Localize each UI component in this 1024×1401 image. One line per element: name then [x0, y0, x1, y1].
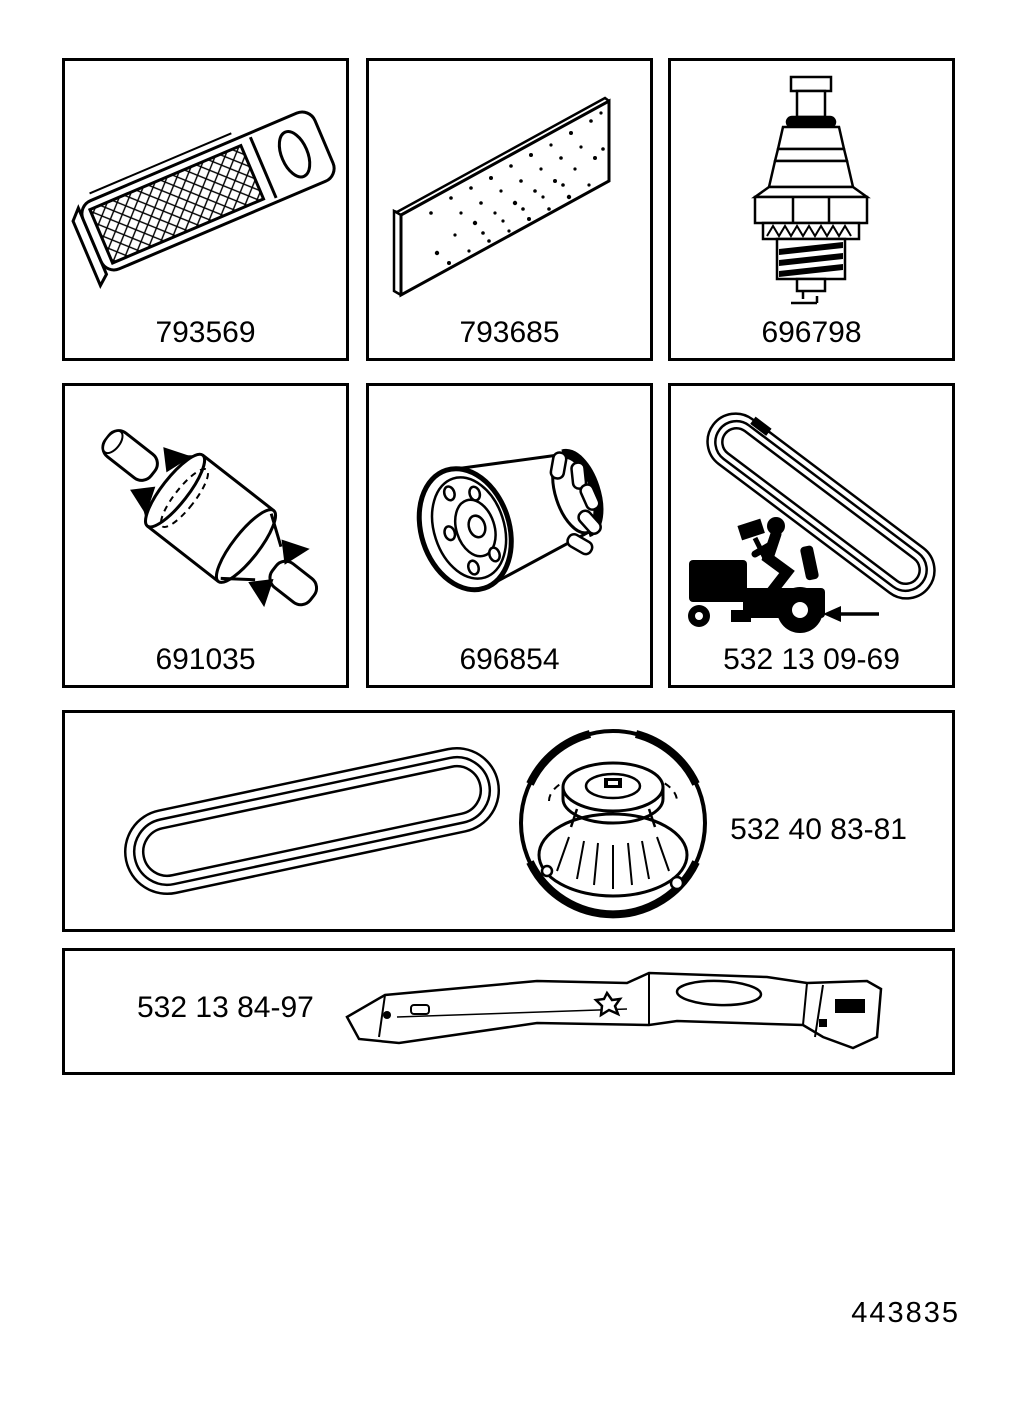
oil-filter-icon [371, 388, 648, 645]
tractor-icon [688, 517, 825, 633]
part-number: 532 40 83-81 [730, 813, 907, 846]
part-number: 691035 [155, 643, 256, 676]
foam-texture-dots [429, 111, 605, 265]
drive-belt-tractor-icon [673, 388, 950, 645]
deck-belt-loop [117, 740, 506, 901]
air-filter-icon [67, 63, 344, 318]
part-cell-oil-filter [366, 383, 653, 688]
part-cell-mower-blade [62, 948, 955, 1075]
part-cell-drive-belt [668, 383, 955, 688]
part-number: 793569 [155, 316, 256, 349]
part-number: 696798 [761, 316, 862, 349]
part-number: 532 13 09-69 [723, 643, 900, 676]
spark-plug-icon [673, 63, 950, 318]
arrow-left-icon [823, 606, 879, 622]
part-cell-deck-belt-spindle [62, 710, 955, 932]
part-number: 532 13 84-97 [137, 991, 314, 1024]
fuel-filter-icon [67, 388, 344, 645]
spindle-assembly [521, 731, 705, 915]
part-cell-air-filter [62, 58, 349, 361]
part-number: 696854 [459, 643, 560, 676]
footer-document-number: 443835 [851, 1297, 960, 1329]
part-cell-spark-plug [668, 58, 955, 361]
foam-pre-filter-icon [371, 63, 648, 318]
part-number: 793685 [459, 316, 560, 349]
part-cell-fuel-filter [62, 383, 349, 688]
part-cell-foam-pre-filter [366, 58, 653, 361]
